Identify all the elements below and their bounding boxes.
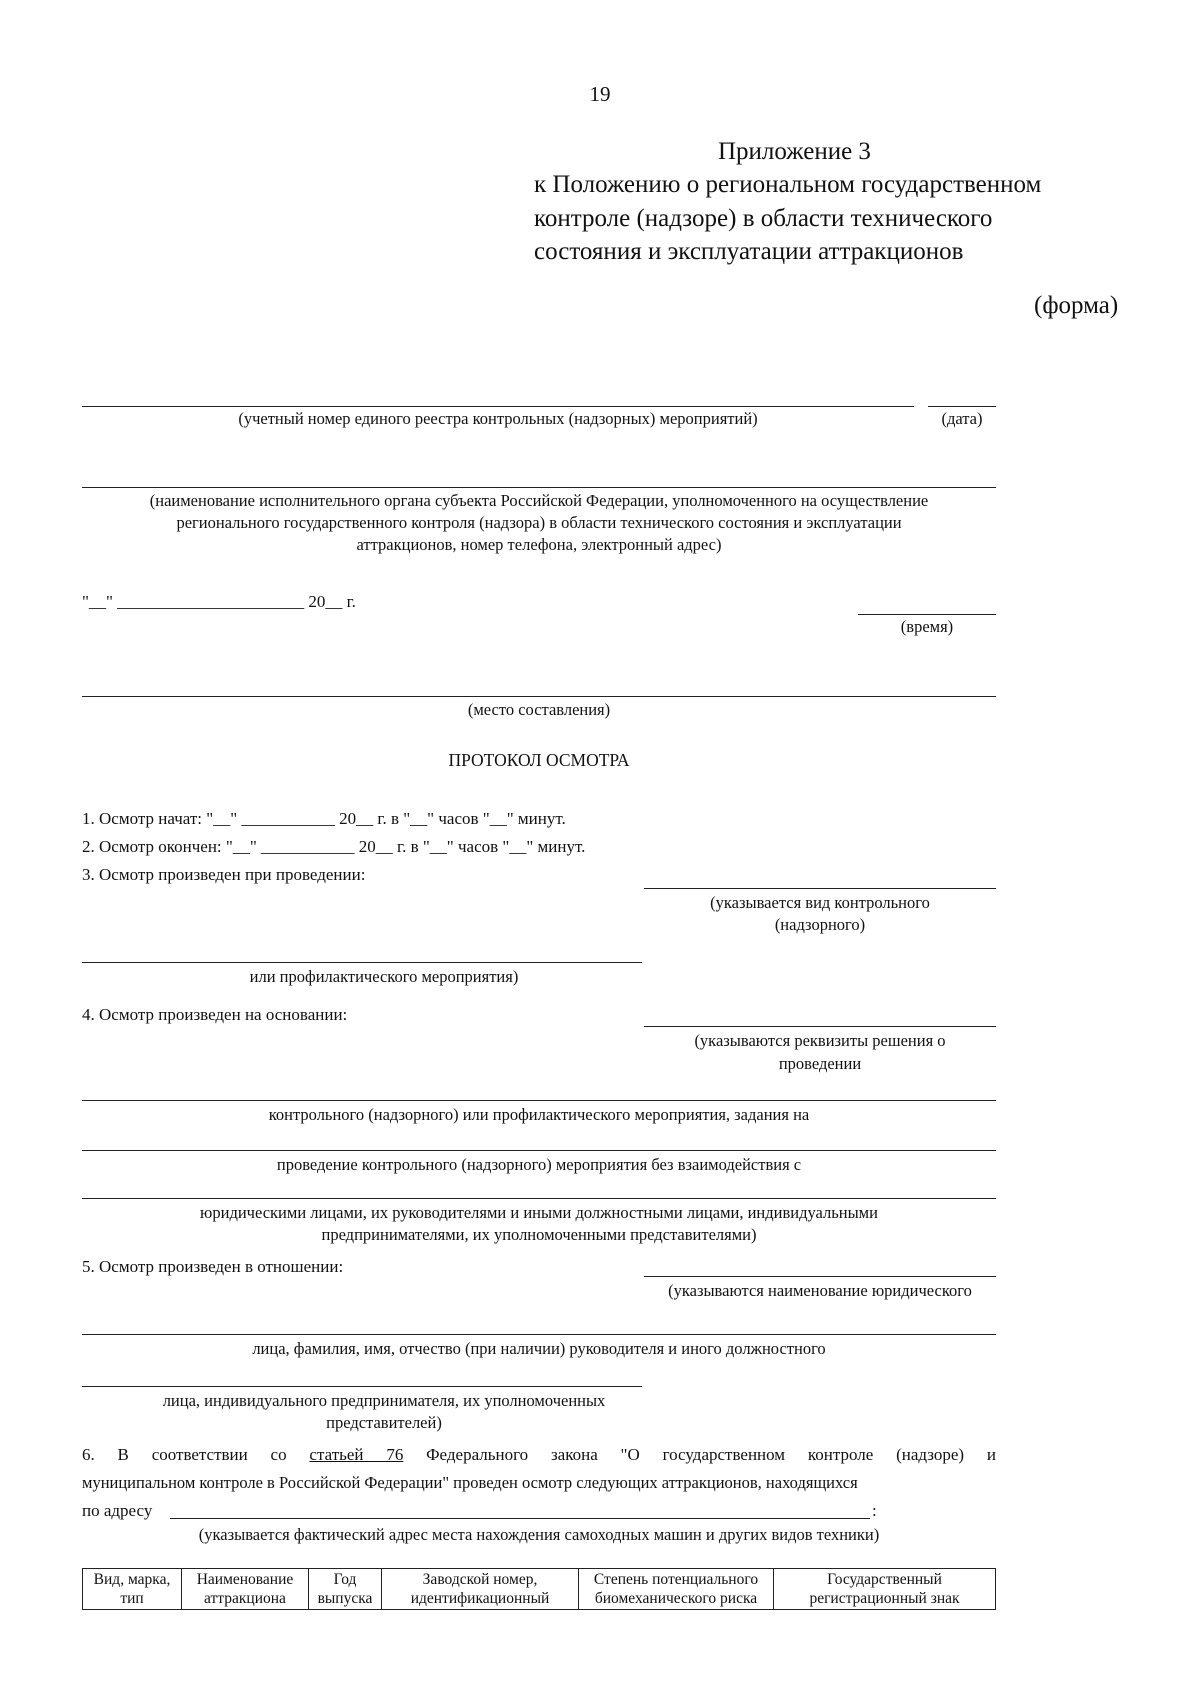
place-caption: (место составления) (467, 700, 611, 719)
item-6-text-b: Федерального закона "О государственном контроле (надзоре) и (403, 1445, 996, 1464)
item-4-line-1[interactable] (644, 1026, 996, 1027)
item-5-caption-1: (указываются наименование юридического (668, 1281, 972, 1300)
organ-line[interactable] (82, 487, 996, 488)
item-1-start[interactable]: 1. Осмотр начат: "__" ___________ 20__ г. в "__" часов "__" минут. (82, 809, 566, 828)
item-4-caption-2: проведении (778, 1054, 862, 1073)
item-4-caption-3: контрольного (надзорного) или профилактического мероприятия, задания на (268, 1105, 810, 1124)
item-4-line-4[interactable] (82, 1198, 996, 1199)
header-line-3: состояния и эксплуатации аттракционов (534, 238, 964, 265)
item-5-line-2[interactable] (82, 1334, 996, 1335)
header-line-1: к Положению о региональном государственном (534, 171, 1042, 198)
organ-caption-3: аттракционов, номер телефона, электронный адрес) (356, 535, 722, 554)
protocol-title: ПРОТОКОЛ ОСМОТРА (448, 750, 630, 770)
item-6-line-1 (82, 1444, 996, 1466)
date-line[interactable] (928, 406, 996, 407)
appendix-title: Приложение 3 (718, 138, 871, 165)
item-3-caption-2: (надзорного) (774, 915, 866, 934)
item-4-line-3[interactable] (82, 1150, 996, 1151)
item-4-caption-6: предпринимателями, их уполномоченными представителями) (321, 1225, 757, 1244)
item-3-line-1[interactable] (644, 888, 996, 889)
item-4-line-2[interactable] (82, 1100, 996, 1101)
item-4-label: 4. Осмотр произведен на основании: (82, 1005, 348, 1024)
item-3-line-2[interactable] (82, 962, 642, 963)
protocol-date[interactable]: "__" ______________________ 20__ г. (82, 592, 356, 611)
item-2-end[interactable]: 2. Осмотр окончен: "__" ___________ 20__ г. в "__" часов "__" минут. (82, 837, 586, 856)
address-colon: : (872, 1501, 877, 1520)
item-5-line-3[interactable] (82, 1386, 642, 1387)
item-5-caption-3: лица, индивидуального предпринимателя, их уполномоченных (162, 1391, 606, 1410)
column-header-year: Год выпуска (309, 1569, 382, 1610)
column-header-serial: Заводской номер, идентификационный (382, 1569, 579, 1610)
page-number: 19 (589, 82, 611, 106)
time-line[interactable] (858, 614, 996, 615)
item-6-text-a: 6. В соответствии со (82, 1445, 310, 1464)
organ-caption-1: (наименование исполнительного органа субъекта Российской Федерации, уполномоченного на осуществление (149, 491, 929, 510)
place-line[interactable] (82, 696, 996, 697)
item-4-caption-4: проведение контрольного (надзорного) мероприятия без взаимодействия с (276, 1155, 802, 1174)
item-3-caption-1: (указывается вид контрольного (710, 893, 930, 912)
form-label: (форма) (1034, 292, 1119, 319)
date-caption: (дата) (941, 409, 983, 428)
column-header-name: Наименование аттракциона (182, 1569, 309, 1610)
item-6-line-2: муниципальном контроле в Российской Федерации" проведен осмотр следующих аттракционов, находящихся (82, 1473, 858, 1492)
registry-number-line[interactable] (82, 406, 914, 407)
column-header-risk: Степень потенциального биомеханического риска (579, 1569, 774, 1610)
address-line[interactable] (170, 1518, 870, 1519)
item-4-caption-5: юридическими лицами, их руководителями и иными должностными лицами, индивидуальными (200, 1203, 878, 1222)
address-caption: (указывается фактический адрес места нахождения самоходных машин и других видов техники) (198, 1525, 880, 1544)
registry-number-caption: (учетный номер единого реестра контрольных (надзорных) мероприятий) (238, 409, 758, 428)
article-76-link[interactable]: статьей 76 (309, 1445, 404, 1464)
header-line-2: контроле (надзоре) в области технического (534, 205, 993, 232)
item-5-label: 5. Осмотр произведен в отношении: (82, 1257, 344, 1276)
column-header-reg-sign: Государственный регистрационный знак (774, 1569, 996, 1610)
item-5-caption-4: представителей) (326, 1413, 442, 1432)
item-5-line-1[interactable] (644, 1276, 996, 1277)
time-caption: (время) (900, 617, 954, 636)
organ-caption-2: регионального государственного контроля (надзора) в области технического состояния и эксплуатации (176, 513, 902, 532)
item-3-label: 3. Осмотр произведен при проведении: (82, 865, 366, 884)
item-4-caption-1: (указываются реквизиты решения о (694, 1031, 946, 1050)
attractions-table (82, 1568, 996, 1610)
table-header-row (83, 1569, 996, 1610)
item-6-address-label: по адресу (82, 1501, 153, 1520)
item-5-caption-2: лица, фамилия, имя, отчество (при наличии) руководителя и иного должностного (252, 1339, 826, 1358)
item-3-caption-3: или профилактического мероприятия) (249, 967, 519, 986)
column-header-type: Вид, марка, тип (83, 1569, 182, 1610)
